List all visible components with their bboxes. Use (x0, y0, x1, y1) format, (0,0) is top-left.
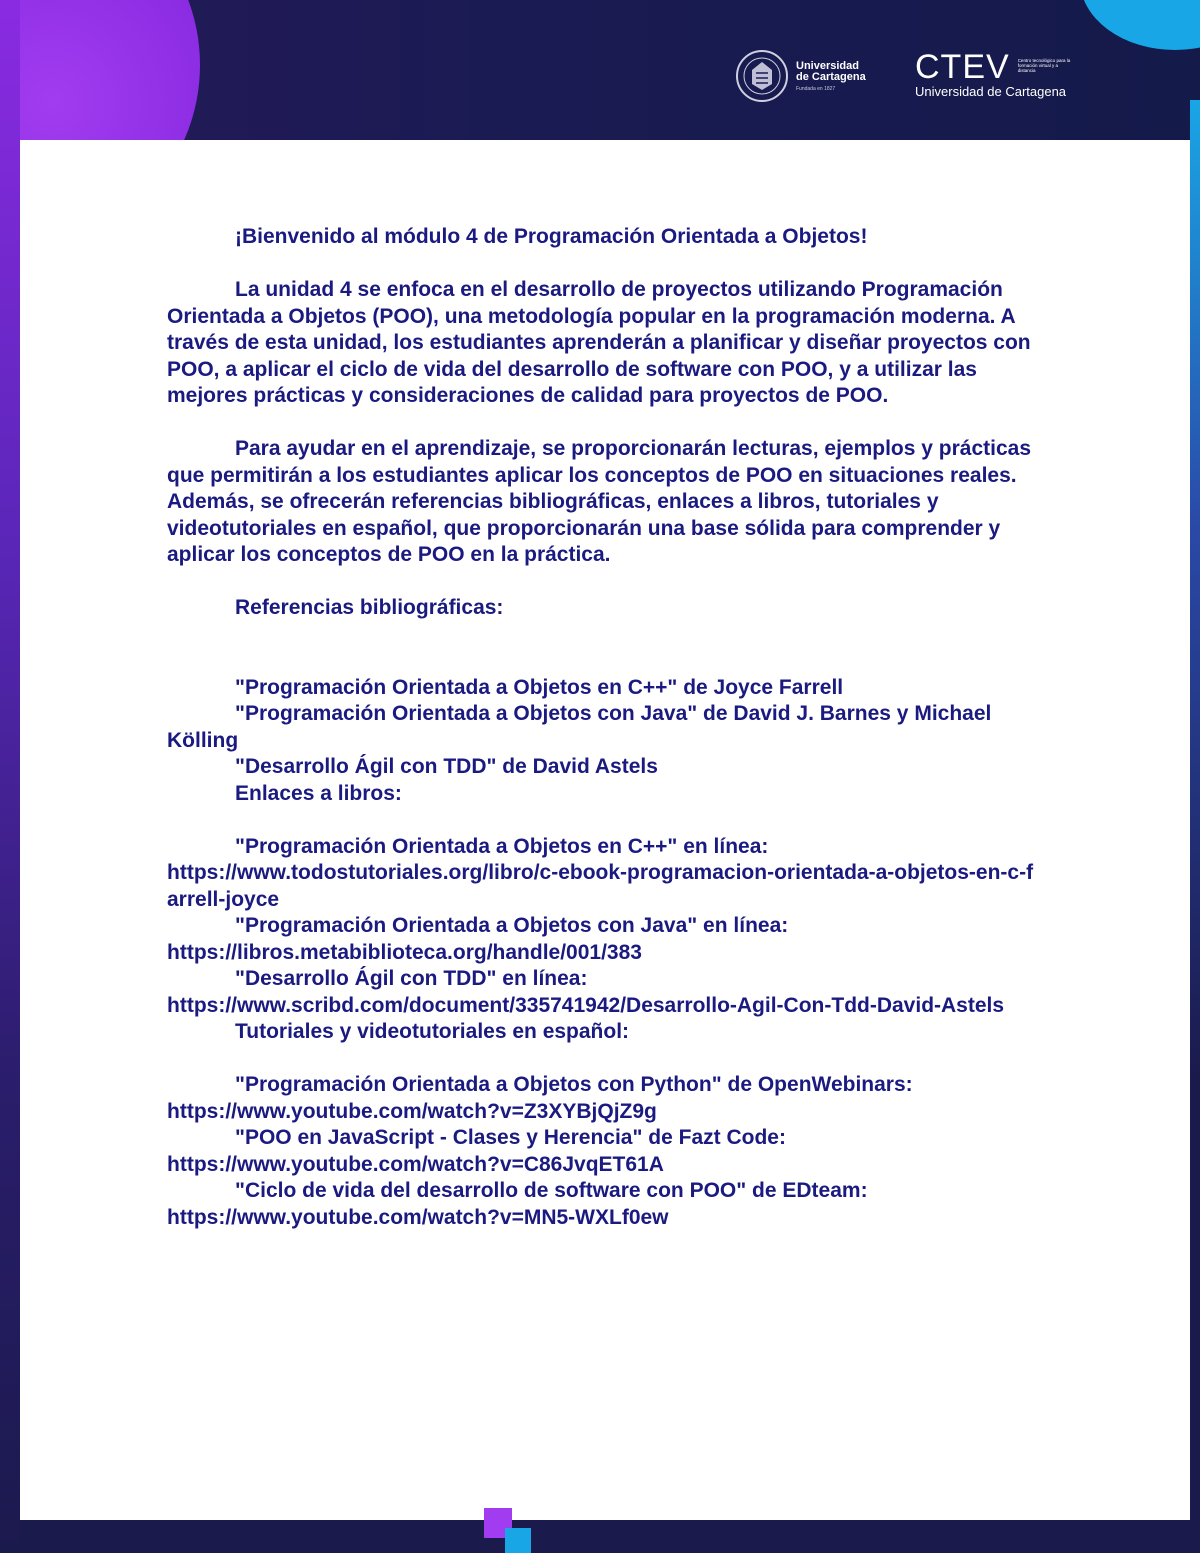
reference-item: "Programación Orientada a Objetos con Java" de David J. Barnes y Michael Kölling (167, 702, 992, 752)
footer-blue-square (505, 1528, 531, 1553)
document-body (167, 224, 1037, 1231)
tutorial-label: "Programación Orientada a Objetos con Python" de OpenWebinars: (235, 1073, 913, 1096)
page-header (0, 0, 1200, 140)
tutorials-heading: Tutoriales y videotutoriales en español: (235, 1020, 630, 1043)
decorative-blue-circle (1080, 0, 1200, 50)
ctev-logo (915, 48, 1076, 99)
tutorial-url[interactable]: https://www.youtube.com/watch?v=Z3XYBjQjZ9g (167, 1099, 657, 1123)
right-decorative-strip (1190, 100, 1200, 1500)
ctev-logo-title: CTEV (915, 48, 1010, 86)
book-link-label: "Programación Orientada a Objetos en C++" en línea: (235, 834, 769, 858)
book-link-url[interactable]: https://libros.metabiblioteca.org/handle/001/383 (167, 940, 642, 964)
ctev-logo-tagline: Centro tecnológico para la formación virtual y a distancia (1017, 58, 1071, 73)
left-decorative-strip (0, 0, 20, 1553)
reference-item: "Programación Orientada a Objetos en C++" de Joyce Farrell (235, 675, 844, 699)
document-page (20, 140, 1190, 1520)
tutorial-label: "Ciclo de vida del desarrollo de software con POO" de EDteam: (235, 1179, 868, 1202)
udc-logo-founded: Fundada en 1827 (796, 85, 836, 92)
tutorial-url[interactable]: https://www.youtube.com/watch?v=C86JvqET61A (167, 1152, 664, 1176)
reference-item: "Desarrollo Ágil con TDD" de David Astels (235, 755, 658, 778)
welcome-line: ¡Bienvenido al módulo 4 de Programación Orientada a Objetos! (235, 225, 868, 248)
university-seal-icon (734, 48, 790, 104)
book-link-url[interactable]: https://www.scribd.com/document/335741942/Desarrollo-Agil-Con-Tdd-David-Astels (167, 993, 1005, 1017)
tutorial-label: "POO en JavaScript - Clases y Herencia" de Fazt Code: (235, 1126, 786, 1149)
ctev-logo-subtitle: Universidad de Cartagena (915, 84, 1067, 99)
udc-logo-line2: de Cartagena (796, 70, 866, 83)
book-links-heading: Enlaces a libros: (235, 781, 402, 805)
book-link-label: "Programación Orientada a Objetos con Java" en línea: (235, 914, 789, 937)
tutorial-url[interactable]: https://www.youtube.com/watch?v=MN5-WXLf0ew (167, 1205, 669, 1229)
decorative-purple-circle (0, 0, 200, 140)
intro-paragraph: La unidad 4 se enfoca en el desarrollo de proyectos utilizando Programación Orientada a Objetos (POO), una metodología popular en la programación moderna. A través de esta unidad, los estudiantes aprenderán a planificar y diseñar proyectos con POO, a aplicar el ciclo de vida del desarrollo de software con POO, y a utilizar las mejores prácticas y consideraciones de calidad para proyectos de POO. (167, 278, 1031, 407)
references-heading: Referencias bibliográficas: (235, 596, 504, 619)
support-paragraph: Para ayudar en el aprendizaje, se proporcionarán lecturas, ejemplos y prácticas que permitirán a los estudiantes aplicar los conceptos de POO en situaciones reales. Además, se ofrecerán referencias bibliográficas, enlaces a libros, tutoriales y videotutoriales en español, que proporcionarán una base sólida para comprender y aplicar los conceptos de POO en la práctica. (167, 437, 1032, 566)
universidad-de-cartagena-logo (734, 48, 866, 104)
book-link-label: "Desarrollo Ágil con TDD" en línea: (235, 967, 588, 990)
udc-logo-line1: Universidad (796, 59, 859, 72)
book-link-url[interactable]: https://www.todostutoriales.org/libro/c-ebook-programacion-orientada-a-objetos-en-c-farrell-joyce (167, 861, 1034, 911)
